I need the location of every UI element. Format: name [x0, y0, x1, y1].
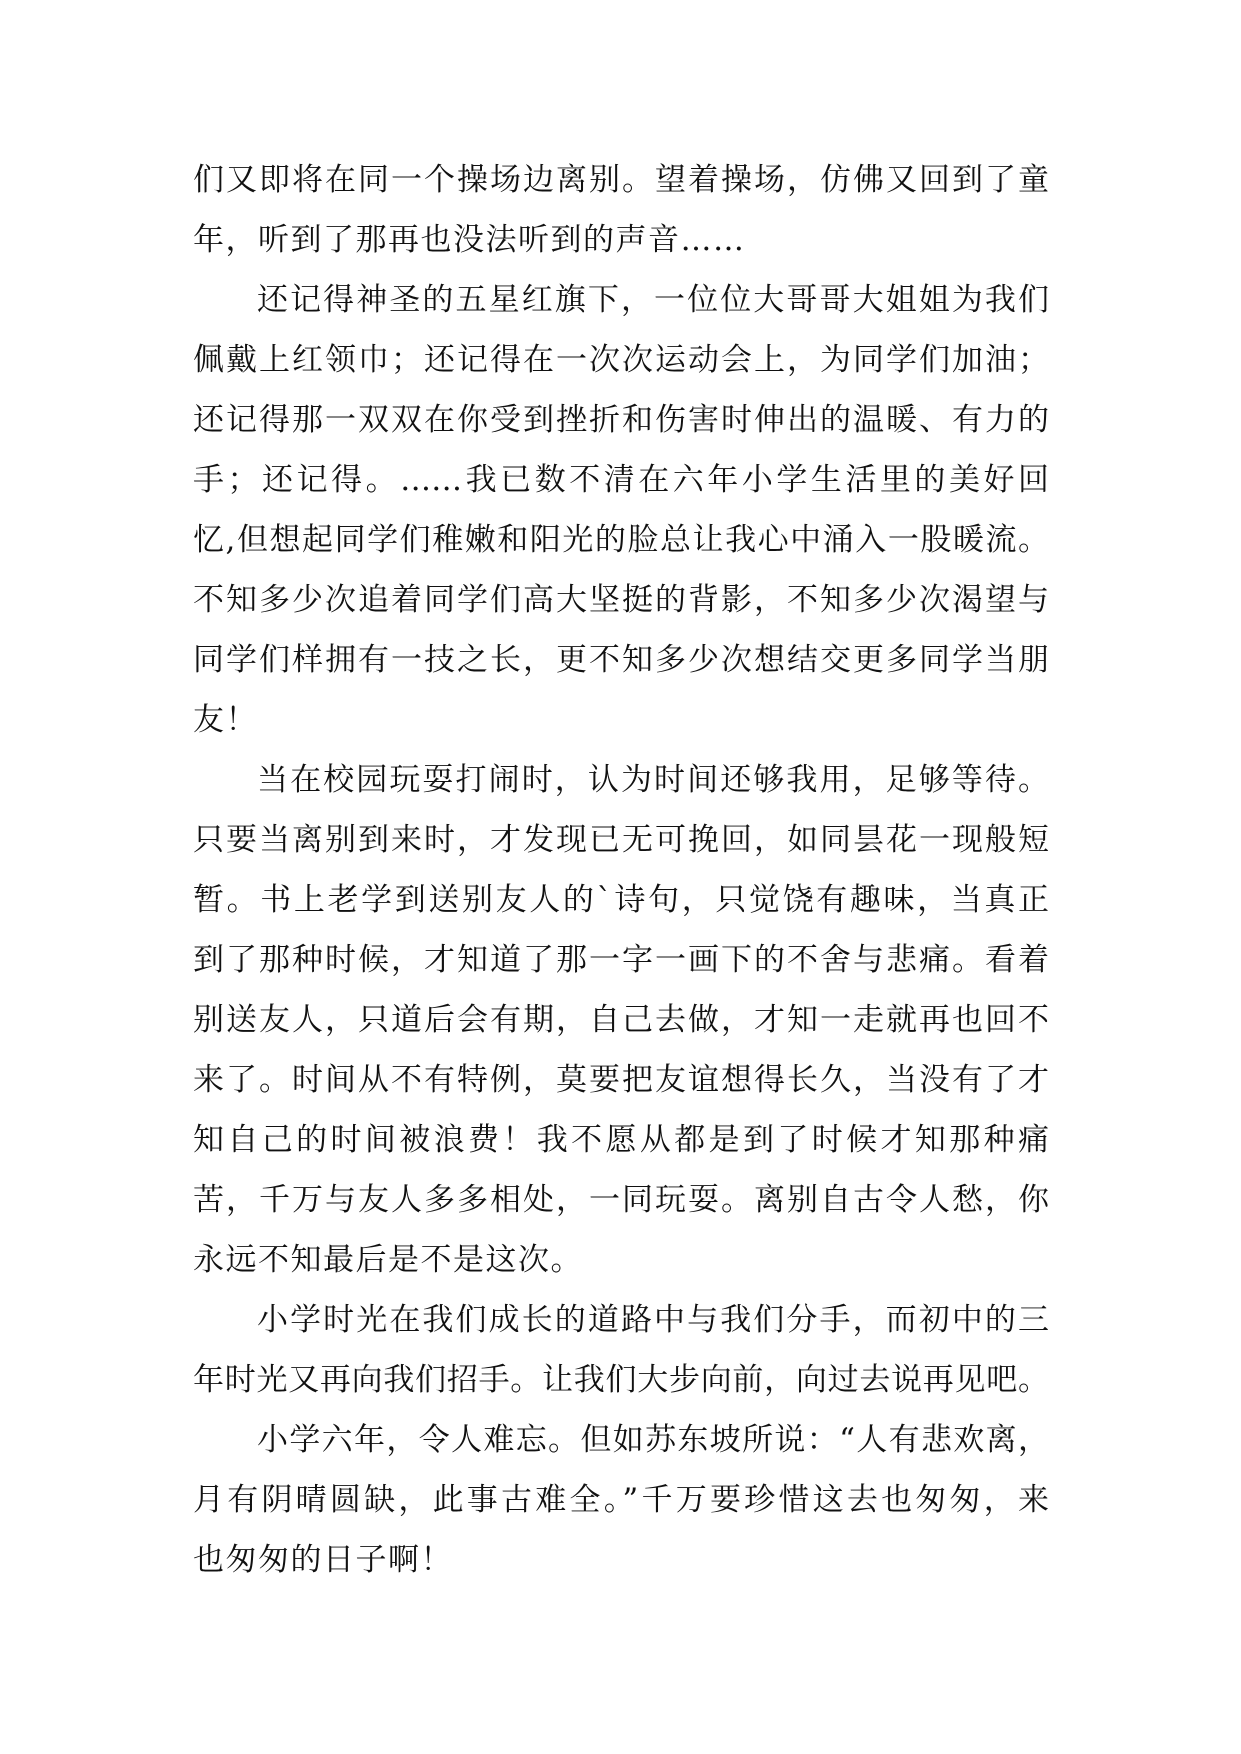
text-line: 小学六年，令人难忘。但如苏东坡所说：“人有悲欢离， — [257, 1422, 1049, 1458]
text-line: 友！ — [193, 702, 258, 738]
text-line: 当在校园玩耍打闹时，认为时间还够我用，足够等待。 — [257, 762, 1049, 798]
text-line: 年时光又再向我们招手。让我们大步向前，向过去说再见吧。 — [193, 1362, 1049, 1398]
paragraph-3 — [193, 750, 1049, 1290]
paragraph-5 — [193, 1410, 1049, 1590]
text-line: 不知多少次追着同学们高大坚挺的背影，不知多少次渴望与 — [193, 582, 1049, 618]
text-line: 苦，千万与友人多多相处，一同玩耍。离别自古令人愁，你 — [193, 1182, 1049, 1218]
text-line: 到了那种时候，才知道了那一字一画下的不舍与悲痛。看着 — [193, 942, 1049, 978]
text-line: 忆,但想起同学们稚嫩和阳光的脸总让我心中涌入一股暖流。 — [193, 522, 1049, 558]
paragraph-2 — [193, 270, 1049, 750]
text-line: 月有阴晴圆缺，此事古难全。”千万要珍惜这去也匆匆，来 — [193, 1482, 1049, 1518]
text-line: 佩戴上红领巾；还记得在一次次运动会上，为同学们加油； — [193, 342, 1049, 378]
text-line: 手；还记得。……我已数不清在六年小学生活里的美好回 — [193, 462, 1049, 498]
text-line: 知自己的时间被浪费！我不愿从都是到了时候才知那种痛 — [193, 1122, 1049, 1158]
text-line: 们又即将在同一个操场边离别。望着操场，仿佛又回到了童 — [193, 162, 1049, 198]
text-line: 还记得神圣的五星红旗下，一位位大哥哥大姐姐为我们 — [257, 282, 1049, 318]
paragraph-1 — [193, 150, 1049, 270]
text-line: 暂。书上老学到送别友人的`诗句，只觉饶有趣味，当真正 — [193, 882, 1049, 918]
text-line: 还记得那一双双在你受到挫折和伤害时伸出的温暖、有力的 — [193, 402, 1049, 438]
document-page — [193, 150, 1049, 1590]
text-line: 别送友人，只道后会有期，自己去做，才知一走就再也回不 — [193, 1002, 1049, 1038]
text-line: 只要当离别到来时，才发现已无可挽回，如同昙花一现般短 — [193, 822, 1049, 858]
text-line: 同学们样拥有一技之长，更不知多少次想结交更多同学当朋 — [193, 642, 1049, 678]
text-line: 也匆匆的日子啊！ — [193, 1542, 453, 1578]
text-line: 永远不知最后是不是这次。 — [193, 1242, 583, 1278]
text-line: 小学时光在我们成长的道路中与我们分手，而初中的三 — [257, 1302, 1049, 1338]
text-line: 来了。时间从不有特例，莫要把友谊想得长久，当没有了才 — [193, 1062, 1049, 1098]
text-line: 年，听到了那再也没法听到的声音…… — [193, 222, 746, 258]
paragraph-4 — [193, 1290, 1049, 1410]
